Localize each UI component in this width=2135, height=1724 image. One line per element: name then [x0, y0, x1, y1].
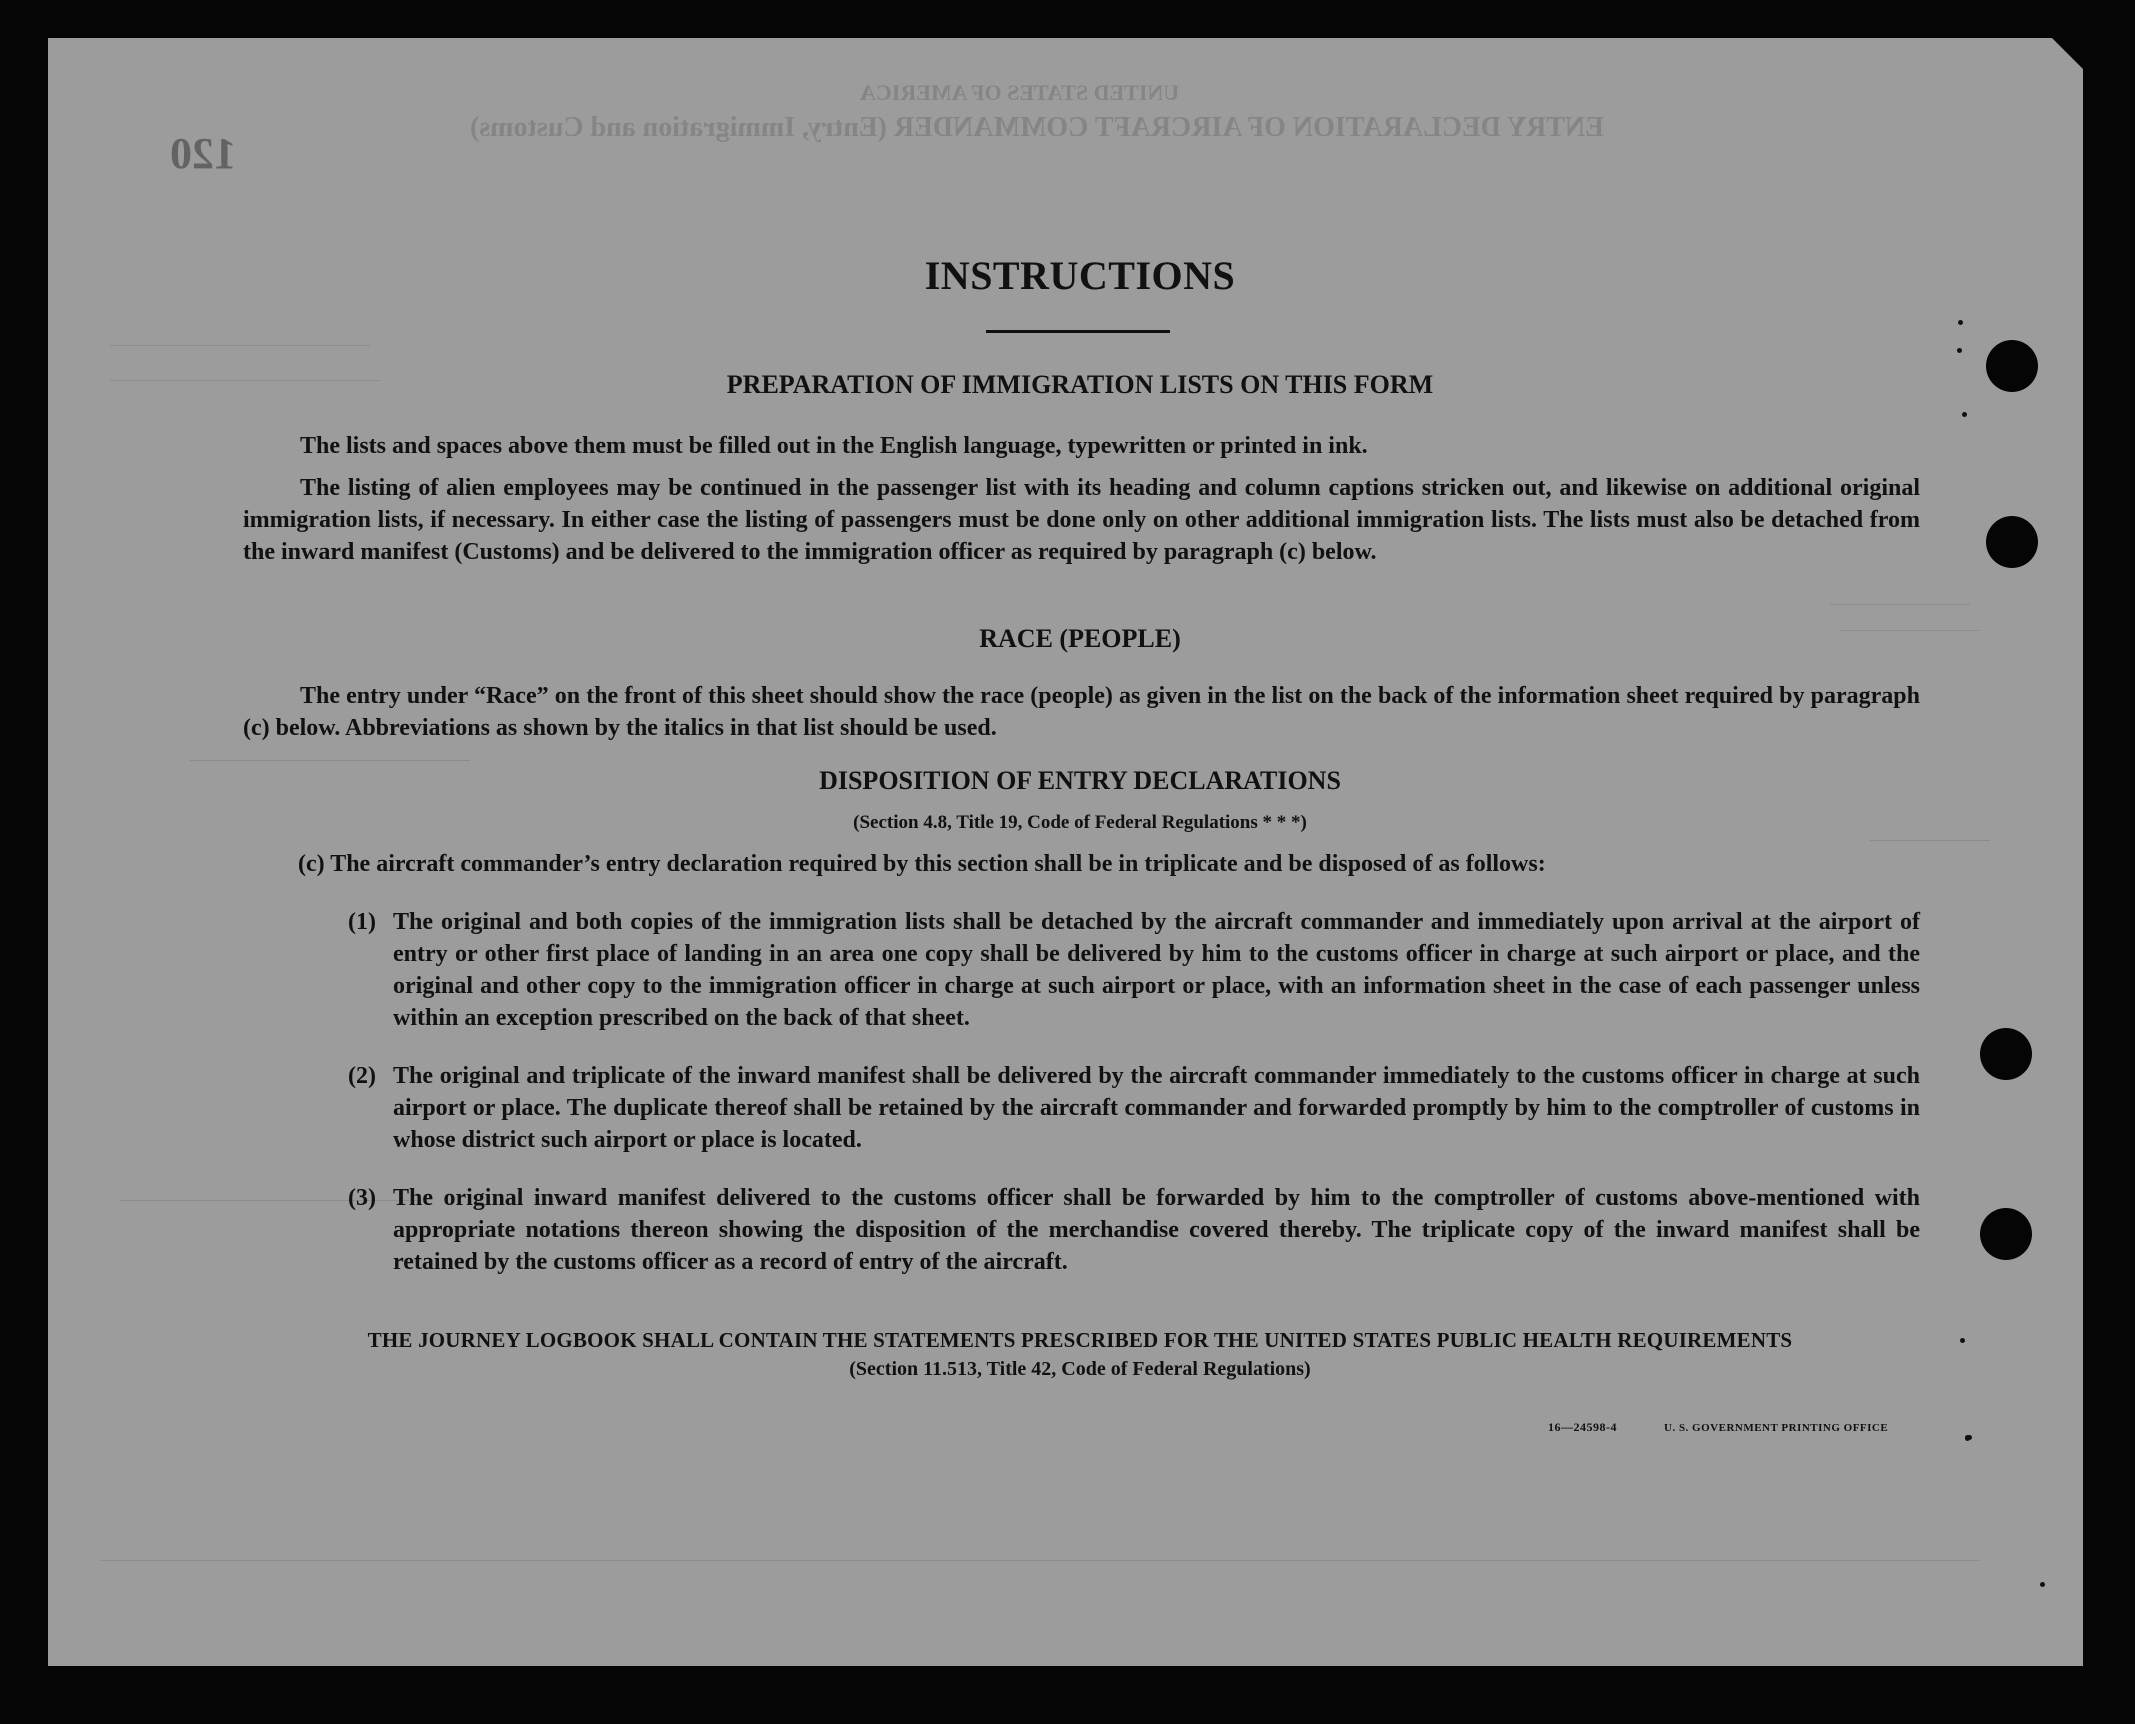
printer-imprint: U. S. GOVERNMENT PRINTING OFFICE [1664, 1422, 1889, 1434]
bleed-through-header-line1: UNITED STATES OF AMERICA [860, 80, 1180, 105]
title-underline [986, 330, 1170, 333]
bleed-through-header-line2: ENTRY DECLARATION OF AIRCRAFT COMMANDER (Entry, Immigration and Customs) [470, 112, 1604, 143]
race-paragraph: The entry under “Race” on the front of this sheet should show the race (people) as given in the list on the back of the information sheet required by paragraph (c) below. Abbreviations as shown by the italics in that list should be used. [243, 683, 1920, 741]
public-health-statement: THE JOURNEY LOGBOOK SHALL CONTAIN THE STATEMENTS PRESCRIBED FOR THE UNITED STATES PUBLIC HEALTH REQUIREMENTS [367, 1328, 1793, 1352]
item-text: The original and both copies of the immigration lists shall be detached by the aircraft commander and immediately upon arrival at the airport of entry or other first place of landing in an area one copy shall be delivered by him to the customs officer in charge at such airport or place, and the original and other copy to the immigration officer in charge at such airport or place, with an information sheet in the case of each passenger unless within an exception prescribed on the back of that sheet. [393, 909, 1920, 1031]
preparation-paragraph-2: The listing of alien employees may be continued in the passenger list with its heading and column captions stricken out, and likewise on additional original immigration lists, if necessary. In either case the listing of passengers must be done only on other additional immigration lists. The lists must also be detached from the inward manifest (Customs) and be delivered to the immigration officer as required by paragraph (c) below. [243, 475, 1920, 565]
bleed-through-page-number: 120 [170, 129, 236, 178]
section-heading-disposition: DISPOSITION OF ENTRY DECLARATIONS [819, 766, 1341, 795]
preparation-paragraph-1: The lists and spaces above them must be filled out in the English language, typewritten or printed in ink. [300, 433, 1368, 459]
public-health-citation: (Section 11.513, Title 42, Code of Federal Regulations) [849, 1358, 1311, 1380]
item-text: The original inward manifest delivered to the customs officer shall be forwarded by him to the comptroller of customs above-mentioned with appropriate notations thereon showing the disposition of the merchandise covered thereby. The triplicate copy of the inward manifest shall be retained by the customs officer as a record of entry of the aircraft. [393, 1185, 1920, 1275]
form-number: 16—24598-4 [1548, 1420, 1617, 1434]
section-heading-race: RACE (PEOPLE) [979, 624, 1181, 653]
item-number: (1) [348, 909, 376, 935]
item-number: (2) [348, 1063, 376, 1089]
disposition-intro: (c) The aircraft commander’s entry declaration required by this section shall be in triplicate and be disposed of as follows: [298, 851, 1546, 877]
item-number: (3) [348, 1185, 376, 1211]
section-heading-preparation: PREPARATION OF IMMIGRATION LISTS ON THIS FORM [726, 370, 1434, 399]
disposition-citation: (Section 4.8, Title 19, Code of Federal Regulations * * *) [853, 812, 1307, 833]
item-text: The original and triplicate of the inward manifest shall be delivered by the aircraft commander immediately to the customs officer in charge at such airport or place. The duplicate thereof shall be retained by the aircraft commander and forwarded promptly by him to the comptroller of customs in whose district such airport or place is located. [393, 1063, 1920, 1153]
page-title: INSTRUCTIONS [924, 253, 1236, 298]
